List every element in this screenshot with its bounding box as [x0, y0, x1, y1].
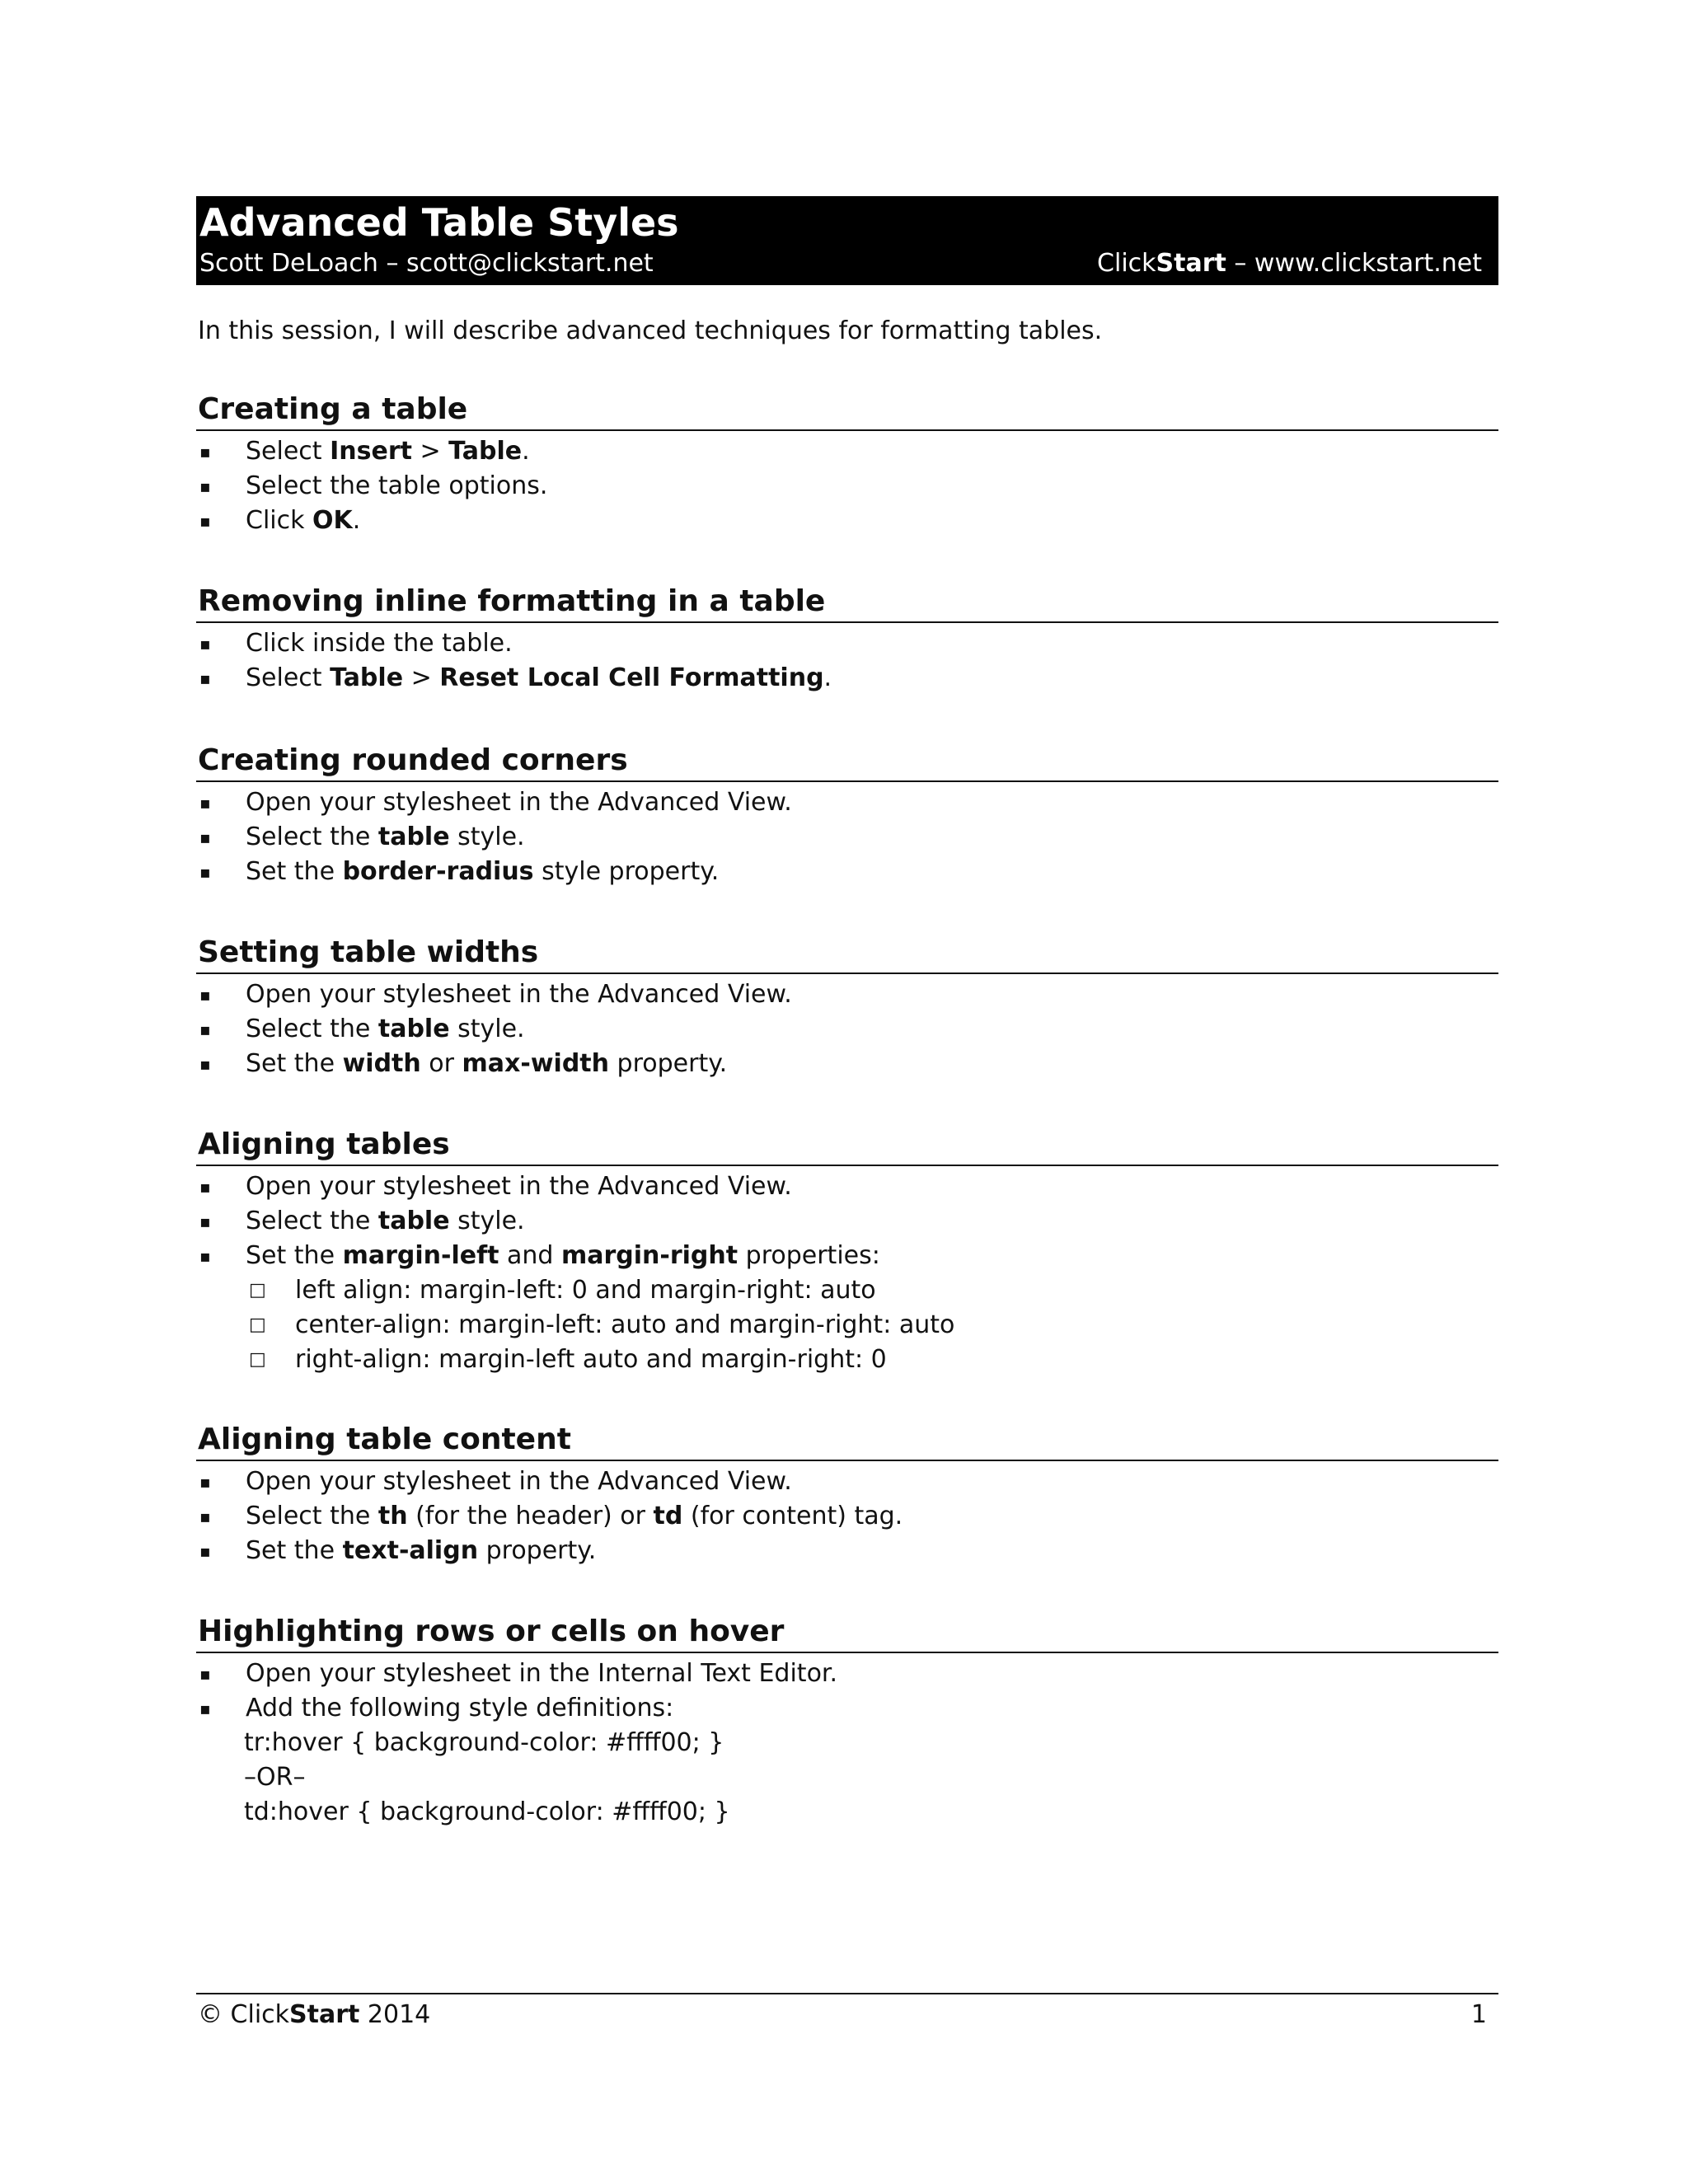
square-bullet-icon: ▪: [199, 1054, 211, 1074]
copyright: © ClickStart 2014: [198, 2000, 431, 2029]
item-text: Set the: [246, 857, 343, 886]
list-item: [196, 820, 1498, 855]
hollow-square-bullet-icon: □: [249, 1315, 266, 1335]
square-bullet-icon: ▪: [199, 1699, 211, 1718]
section-heading: Aligning table content: [196, 1420, 1498, 1461]
section-heading: Highlighting rows or cells on hover: [196, 1612, 1498, 1653]
brand-website: ClickStart – www.clickstart.net: [1097, 249, 1482, 278]
bold-term: OK: [312, 506, 353, 535]
code-line: tr:hover { background-color: #ffff00; }: [244, 1728, 724, 1757]
bullet-list: [196, 1169, 1498, 1377]
square-bullet-icon: ▪: [199, 1507, 211, 1526]
item-text: Select: [246, 437, 331, 466]
bold-term: td: [653, 1502, 683, 1530]
sub-list-item: [196, 1273, 1498, 1308]
list-item: [196, 1239, 1498, 1273]
section-0: [196, 390, 1498, 538]
item-text: .: [823, 663, 832, 692]
square-bullet-icon: ▪: [199, 442, 211, 462]
list-item: [196, 504, 1498, 538]
item-text: style.: [449, 1015, 525, 1043]
section-4: [196, 1125, 1498, 1377]
hollow-square-bullet-icon: □: [249, 1280, 266, 1301]
list-item: [196, 785, 1498, 820]
item-text: Open your stylesheet in the Internal Text Editor.: [246, 1659, 838, 1688]
square-bullet-icon: ▪: [199, 1541, 211, 1561]
section-heading: Creating rounded corners: [196, 741, 1498, 782]
intro-paragraph: In this session, I will describe advanced techniques for formatting tables.: [198, 316, 1103, 345]
square-bullet-icon: ▪: [199, 511, 211, 531]
square-bullet-icon: ▪: [199, 1246, 211, 1266]
square-bullet-icon: ▪: [199, 1019, 211, 1039]
item-text: Select the table options.: [246, 471, 548, 500]
item-text: Select the: [246, 823, 378, 851]
section-heading: Setting table widths: [196, 933, 1498, 974]
section-6: [196, 1612, 1498, 1830]
square-bullet-icon: ▪: [199, 827, 211, 847]
item-text: property.: [478, 1536, 597, 1565]
bullet-list: [196, 977, 1498, 1081]
section-heading: Aligning tables: [196, 1125, 1498, 1166]
bullet-list: [196, 1657, 1498, 1726]
bullet-list: [196, 434, 1498, 538]
bold-term: Table: [330, 663, 404, 692]
code-line: –OR–: [244, 1763, 306, 1792]
bold-term: margin-right: [560, 1241, 738, 1270]
square-bullet-icon: ▪: [199, 634, 211, 654]
document-title: Advanced Table Styles: [199, 200, 679, 245]
item-text: >: [411, 437, 449, 466]
item-text: Set the: [246, 1049, 343, 1078]
item-text: Click inside the table.: [246, 629, 513, 658]
page-number: 1: [1470, 2000, 1487, 2029]
square-bullet-icon: ▪: [199, 1664, 211, 1684]
section-heading: Removing inline formatting in a table: [196, 582, 1498, 623]
sub-item-text: center-align: margin-left: auto and margin-right: auto: [295, 1310, 955, 1339]
item-text: or: [420, 1049, 462, 1078]
item-text: Add the following style definitions:: [246, 1694, 674, 1722]
sub-list-item: [196, 1308, 1498, 1343]
item-text: Select the: [246, 1502, 378, 1530]
sub-item-text: left align: margin-left: 0 and margin-right: auto: [295, 1276, 876, 1305]
code-line: td:hover { background-color: #ffff00; }: [244, 1797, 730, 1826]
section-2: [196, 741, 1498, 889]
bold-term: Reset Local Cell Formatting: [439, 663, 824, 692]
square-bullet-icon: ▪: [199, 1177, 211, 1197]
section-heading: Creating a table: [196, 390, 1498, 431]
square-bullet-icon: ▪: [199, 668, 211, 688]
item-text: .: [352, 506, 361, 535]
bold-term: margin-left: [342, 1241, 499, 1270]
item-text: and: [499, 1241, 561, 1270]
list-item: [196, 1534, 1498, 1568]
item-text: Click: [246, 506, 313, 535]
square-bullet-icon: ▪: [199, 1472, 211, 1492]
list-item: [196, 661, 1498, 696]
item-text: Open your stylesheet in the Advanced View.: [246, 1467, 792, 1496]
bold-term: Insert: [330, 437, 412, 466]
bold-term: border-radius: [342, 857, 534, 886]
item-text: .: [522, 437, 530, 466]
item-text: Select the: [246, 1015, 378, 1043]
item-text: Set the: [246, 1536, 343, 1565]
item-text: Select: [246, 663, 331, 692]
bold-term: text-align: [342, 1536, 479, 1565]
list-item: [196, 977, 1498, 1012]
item-text: style property.: [533, 857, 720, 886]
list-item: [196, 1047, 1498, 1081]
bold-term: table: [377, 1207, 450, 1235]
list-item: [196, 1465, 1498, 1499]
list-item: [196, 469, 1498, 504]
list-item: [196, 626, 1498, 661]
bold-term: Table: [448, 437, 523, 466]
bold-term: table: [377, 823, 450, 851]
item-text: Set the: [246, 1241, 343, 1270]
section-1: [196, 582, 1498, 696]
meta-row: [199, 247, 1482, 280]
item-text: Select the: [246, 1207, 378, 1235]
square-bullet-icon: ▪: [199, 793, 211, 813]
list-item: [196, 1499, 1498, 1534]
bold-term: max-width: [462, 1049, 609, 1078]
document-page: [196, 0, 1498, 2184]
bullet-list: [196, 1465, 1498, 1568]
list-item: [196, 1691, 1498, 1726]
bullet-list: [196, 626, 1498, 696]
page-footer: [196, 1993, 1498, 2029]
list-item: [196, 1657, 1498, 1691]
list-item: [196, 855, 1498, 889]
bold-term: width: [342, 1049, 421, 1078]
list-item: [196, 1204, 1498, 1239]
item-text: style.: [449, 823, 525, 851]
section-5: [196, 1420, 1498, 1568]
square-bullet-icon: ▪: [199, 862, 211, 882]
list-item: [196, 1169, 1498, 1204]
item-text: properties:: [738, 1241, 880, 1270]
item-text: Open your stylesheet in the Advanced View.: [246, 980, 792, 1009]
item-text: Open your stylesheet in the Advanced View.: [246, 1172, 792, 1201]
item-text: (for the header) or: [407, 1502, 654, 1530]
sub-list-item: [196, 1343, 1498, 1377]
item-text: (for content) tag.: [682, 1502, 903, 1530]
bold-term: th: [377, 1502, 408, 1530]
sub-item-text: right-align: margin-left auto and margin-right: 0: [295, 1345, 887, 1374]
item-text: style.: [449, 1207, 525, 1235]
list-item: [196, 434, 1498, 469]
section-3: [196, 933, 1498, 1081]
square-bullet-icon: ▪: [199, 1212, 211, 1231]
square-bullet-icon: ▪: [199, 985, 211, 1005]
bold-term: table: [377, 1015, 450, 1043]
title-banner: [196, 196, 1498, 285]
item-text: property.: [609, 1049, 728, 1078]
item-text: >: [403, 663, 440, 692]
author-contact: Scott DeLoach – scott@clickstart.net: [199, 249, 654, 278]
hollow-square-bullet-icon: □: [249, 1349, 266, 1370]
item-text: Open your stylesheet in the Advanced View.: [246, 788, 792, 817]
list-item: [196, 1012, 1498, 1047]
square-bullet-icon: ▪: [199, 476, 211, 496]
bullet-list: [196, 785, 1498, 889]
